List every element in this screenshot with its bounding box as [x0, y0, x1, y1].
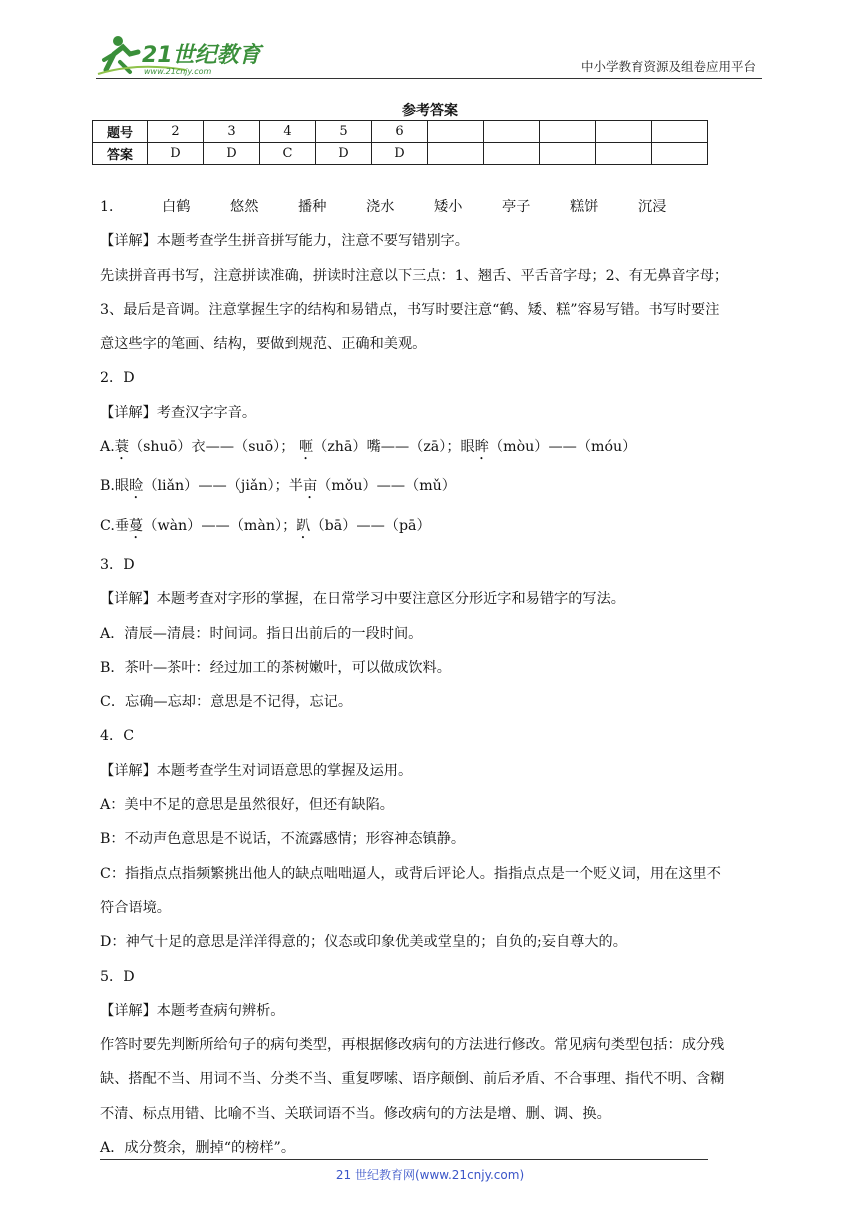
page-footer: 21 世纪教育网(www.21cnjy.com) [335, 1168, 525, 1182]
explain-line: A：美中不足的意思是虽然很好，但还有缺陷。 [100, 797, 394, 814]
footer-divider [100, 1159, 708, 1160]
detail-line: 【详解】本题考查学生对词语意思的掌握及运用。 [100, 762, 413, 779]
table-cell: 4 [260, 121, 316, 143]
table-cell [652, 121, 708, 143]
answer-table [92, 120, 708, 165]
text-span: （bā）——（pā） [310, 517, 431, 534]
table-cell [596, 121, 652, 143]
page-title: 参考答案 [402, 103, 458, 119]
table-cell: 6 [372, 121, 428, 143]
explain-line: D：神气十足的意思是洋洋得意的；仪态或印象优美或堂皇的；自负的;妄自尊大的。 [100, 934, 627, 951]
table-row [93, 121, 708, 143]
dotted-char: 咂 [298, 439, 314, 456]
table-cell [428, 121, 484, 143]
explain-line: A．清辰—清晨：时间词。指日出前后的一段时间。 [100, 625, 423, 642]
site-logo [96, 32, 266, 76]
answer-content [100, 196, 764, 1171]
option-a [100, 436, 764, 463]
text-span: （mòu）——（móu） [488, 439, 637, 456]
table-cell: D [316, 143, 372, 165]
dotted-char: 眸 [474, 439, 489, 456]
table-cell [484, 143, 540, 165]
table-cell: D [372, 143, 428, 165]
detail-line: 【详解】考查汉字字音。 [100, 404, 257, 421]
answer-word: 播种 [298, 199, 327, 215]
table-cell [652, 143, 708, 165]
explain-line: 3、最后是音调。注意掌握生字的结构和易错点，书写时要注意“鹤、矮、糕”容易写错。书写时要注 [100, 301, 720, 318]
table-cell [596, 143, 652, 165]
answer-word: 白鹤 [162, 199, 191, 215]
answer-word: 矮小 [434, 199, 463, 215]
table-cell [540, 143, 596, 165]
svg-text:21世纪教育: 21世纪教育 [142, 43, 261, 68]
answer-word: 悠然 [230, 199, 259, 215]
dotted-char: 蓑 [114, 439, 129, 456]
dotted-char: 趴 [296, 517, 311, 534]
question-answer: 2．D [100, 370, 135, 387]
question-answer: 4．C [100, 728, 135, 745]
explain-line: 缺、搭配不当、用词不当、分类不当、重复啰嗦、语序颠倒、前后矛盾、不合事理、指代不明、含糊 [100, 1071, 725, 1088]
explain-line: C．忘确—忘却：意思是不记得，忘记。 [100, 694, 353, 711]
text-span: （shuō）衣——（suō）； [128, 439, 299, 456]
platform-name: 中小学教育资源及组卷应用平台 [580, 59, 756, 74]
table-cell: 5 [316, 121, 372, 143]
text-span: B.眼 [100, 478, 130, 495]
page-header [96, 32, 762, 79]
explain-line: 不清、标点用错、比喻不当、关联词语不当。修改病句的方法是增、删、调、换。 [100, 1105, 611, 1122]
text-span: A. [100, 439, 115, 456]
row-label: 题号 [93, 121, 148, 143]
question-answer: 5．D [100, 968, 135, 985]
explain-line: B．茶叶—茶叶：经过加工的茶树嫩叶，可以做成饮料。 [100, 659, 451, 676]
answer-word: 亭子 [502, 199, 531, 215]
table-cell: C [260, 143, 316, 165]
explain-line: C：指指点点指频繁挑出他人的缺点咄咄逼人，或背后评论人。指指点点是一个贬义词，用在这里不 [100, 865, 721, 882]
table-row [93, 143, 708, 165]
table-cell [428, 143, 484, 165]
table-cell [540, 121, 596, 143]
option-c [100, 515, 764, 542]
answer-word: 浇水 [366, 199, 395, 215]
text-span: （zhā）嘴——（zā）；眼 [313, 439, 475, 456]
svg-text:www.21cnjy.com: www.21cnjy.com [144, 67, 212, 76]
text-span: （mǒu）——（mǔ） [317, 478, 456, 495]
answer-word: 糕饼 [570, 199, 599, 215]
explain-line: B：不动声色意思是不说话，不流露感情；形容神态镇静。 [100, 831, 466, 848]
text-span: （liǎn）——（jiǎn）；半 [143, 478, 303, 495]
detail-line: 【详解】本题考查学生拼音拼写能力，注意不要写错别字。 [100, 233, 469, 250]
answer-word: 沉浸 [638, 199, 667, 215]
dotted-char: 蔓 [129, 517, 144, 534]
explain-line: 意这些字的笔画、结构，要做到规范、正确和美观。 [100, 336, 427, 353]
table-cell: 3 [204, 121, 260, 143]
explain-line: 作答时要先判断所给句子的病句类型，再根据修改病句的方法进行修改。常见病句类型包括：成分残 [100, 1037, 725, 1054]
dotted-char: 亩 [302, 478, 318, 495]
q1-words [100, 196, 764, 218]
text-span: C.垂 [100, 517, 130, 534]
table-cell: 2 [148, 121, 204, 143]
table-cell: D [204, 143, 260, 165]
question-number: 1． [100, 199, 124, 215]
dotted-char: 睑 [129, 478, 144, 495]
explain-line: 符合语境。 [100, 899, 171, 916]
detail-line: 【详解】本题考查对字形的掌握，在日常学习中要注意区分形近字和易错字的写法。 [100, 591, 625, 608]
text-span: （wàn）——（màn）； [143, 517, 297, 534]
option-b [100, 475, 764, 502]
detail-line: 【详解】本题考查病句辨析。 [100, 1002, 285, 1019]
question-answer: 3．D [100, 556, 135, 573]
row-label: 答案 [93, 143, 148, 165]
explain-line: A．成分赘余，删掉“的榜样”。 [100, 1140, 296, 1157]
table-cell: D [148, 143, 204, 165]
table-cell [484, 121, 540, 143]
explain-line: 先读拼音再书写，注意拼读准确，拼读时注意以下三点：1、翘舌、平舌音字母；2、有无鼻音字母； [100, 267, 729, 284]
